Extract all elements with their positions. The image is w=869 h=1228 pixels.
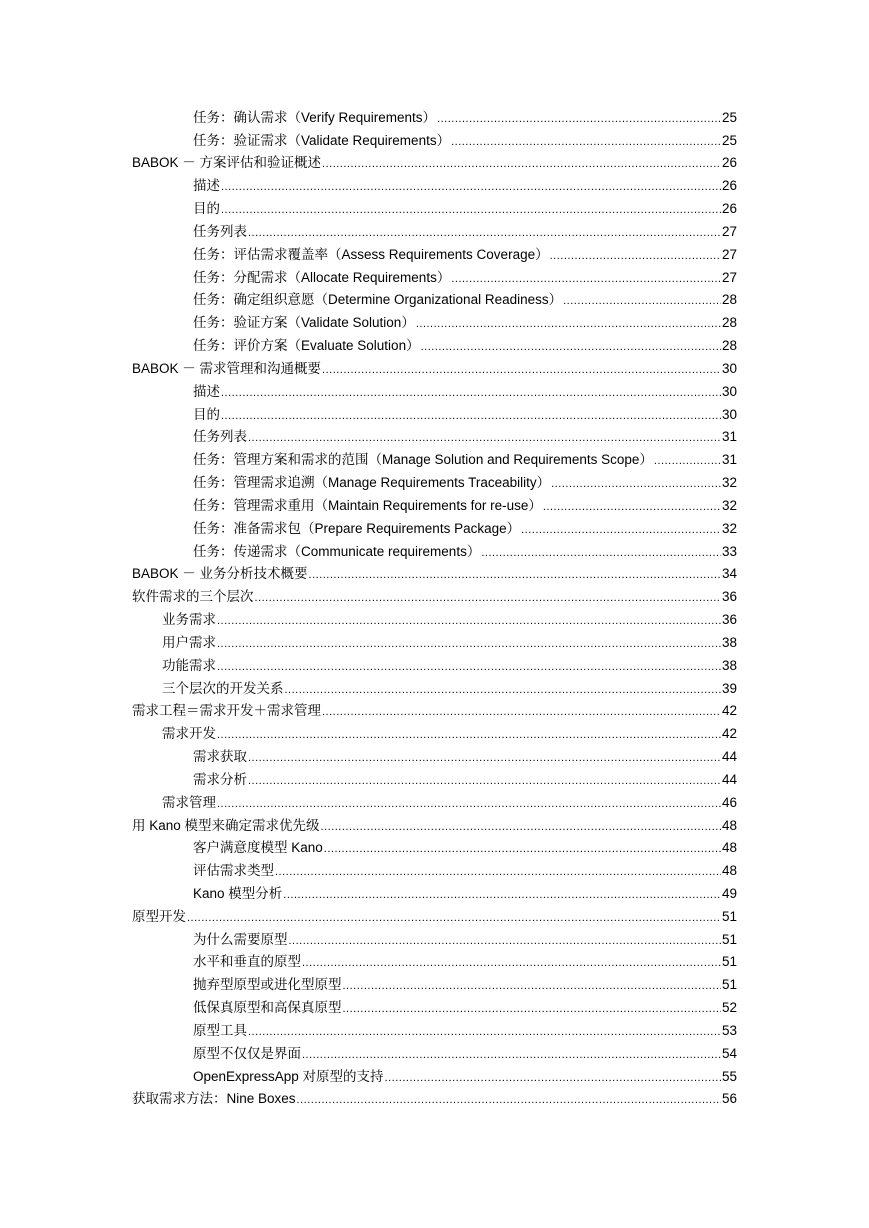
toc-entry[interactable] xyxy=(193,744,737,767)
toc-dot-leader xyxy=(654,455,721,468)
toc-entry-page-number: 51 xyxy=(721,977,737,993)
toc-entry-page-number: 42 xyxy=(721,703,737,719)
toc-entry-title: 任务列表 xyxy=(193,223,247,239)
toc-dot-leader xyxy=(309,569,721,582)
toc-dot-leader xyxy=(217,615,721,628)
toc-entry-title: 客户满意度模型 Kano xyxy=(193,840,323,856)
toc-entry[interactable] xyxy=(193,265,737,288)
toc-entry-page-number: 34 xyxy=(721,566,737,582)
toc-entry[interactable] xyxy=(193,173,737,196)
toc-dot-leader xyxy=(221,204,721,217)
toc-dot-leader xyxy=(248,1026,721,1039)
toc-entry-title: 原型不仅仅是界面 xyxy=(193,1045,301,1061)
toc-dot-leader xyxy=(416,318,721,331)
toc-entry[interactable] xyxy=(162,607,737,630)
toc-entry-page-number: 48 xyxy=(721,817,737,833)
toc-entry-title: 任务：准备需求包（Prepare Requirements Package） xyxy=(193,520,521,536)
toc-dot-leader xyxy=(550,250,721,263)
toc-entry[interactable] xyxy=(193,858,737,881)
toc-dot-leader xyxy=(481,547,721,560)
toc-dot-leader xyxy=(248,775,721,788)
toc-entry[interactable] xyxy=(193,402,737,425)
toc-entry[interactable] xyxy=(162,676,737,699)
toc-entry-page-number: 27 xyxy=(721,246,737,262)
toc-entry[interactable] xyxy=(193,128,737,151)
toc-entry-page-number: 36 xyxy=(721,612,737,628)
toc-dot-leader xyxy=(343,1003,721,1016)
toc-entry-title: 评估需求类型 xyxy=(193,863,274,879)
toc-entry-title: 为什么需要原型 xyxy=(193,931,288,947)
toc-entry-page-number: 32 xyxy=(721,520,737,536)
toc-entry-page-number: 53 xyxy=(721,1022,737,1038)
toc-entry-title: 需求分析 xyxy=(193,771,247,787)
toc-dot-leader xyxy=(221,410,721,423)
toc-entry[interactable] xyxy=(132,562,737,585)
toc-entry[interactable] xyxy=(193,242,737,265)
toc-dot-leader xyxy=(451,273,721,286)
toc-entry-page-number: 36 xyxy=(721,589,737,605)
toc-entry-title: 软件需求的三个层次 xyxy=(132,589,254,605)
toc-dot-leader xyxy=(217,638,721,651)
toc-entry-page-number: 25 xyxy=(721,109,737,125)
toc-entry-title: BABOK － 方案评估和验证概述 xyxy=(132,155,322,171)
toc-dot-leader xyxy=(221,387,721,400)
toc-entry-title: 业务需求 xyxy=(162,612,216,628)
toc-entry[interactable] xyxy=(162,653,737,676)
toc-dot-leader xyxy=(543,501,721,514)
toc-entry[interactable] xyxy=(193,105,737,128)
toc-entry[interactable] xyxy=(132,356,737,379)
toc-entry-title: 需求工程＝需求开发＋需求管理 xyxy=(132,703,321,719)
toc-entry-page-number: 48 xyxy=(721,840,737,856)
toc-entry[interactable] xyxy=(193,539,737,562)
toc-entry-title: 任务：评价方案（Evaluate Solution） xyxy=(193,338,420,354)
toc-entry[interactable] xyxy=(193,950,737,973)
toc-entry-page-number: 31 xyxy=(721,429,737,445)
toc-dot-leader xyxy=(321,821,721,834)
toc-entry-title: 任务：管理需求追溯（Manage Requirements Traceability） xyxy=(193,475,551,491)
toc-entry-title: BABOK － 需求管理和沟通概要 xyxy=(132,360,322,376)
toc-entry[interactable] xyxy=(132,584,737,607)
toc-entry[interactable] xyxy=(193,219,737,242)
toc-entry[interactable] xyxy=(162,630,737,653)
toc-entry-page-number: 27 xyxy=(721,223,737,239)
toc-entry[interactable] xyxy=(193,310,737,333)
toc-entry-title: 任务：确定组织意愿（Determine Organizational Readiness） xyxy=(193,292,563,308)
toc-dot-leader xyxy=(563,295,721,308)
toc-dot-leader xyxy=(187,912,721,925)
toc-entry-page-number: 26 xyxy=(721,178,737,194)
toc-entry-title: 描述 xyxy=(193,383,220,399)
toc-dot-leader xyxy=(297,1094,721,1107)
toc-entry-page-number: 44 xyxy=(721,749,737,765)
toc-entry-title: 获取需求方法：Nine Boxes xyxy=(132,1091,296,1107)
toc-entry-page-number: 30 xyxy=(721,383,737,399)
toc-entry-title: 任务：分配需求（Allocate Requirements） xyxy=(193,269,451,285)
toc-dot-leader xyxy=(385,1072,721,1085)
toc-entry-page-number: 51 xyxy=(721,931,737,947)
toc-entry[interactable] xyxy=(132,151,737,174)
toc-dot-leader xyxy=(343,980,721,993)
toc-dot-leader xyxy=(302,957,721,970)
toc-entry-title: BABOK － 业务分析技术概要 xyxy=(132,566,308,582)
toc-dot-leader xyxy=(255,592,721,605)
toc-entry-title: 目的 xyxy=(193,201,220,217)
toc-entry-page-number: 31 xyxy=(721,452,737,468)
toc-dot-leader xyxy=(289,935,721,948)
toc-dot-leader xyxy=(437,113,721,126)
toc-entry-page-number: 44 xyxy=(721,771,737,787)
toc-entry[interactable] xyxy=(193,767,737,790)
toc-entry-title: 需求获取 xyxy=(193,749,247,765)
toc-dot-leader xyxy=(285,684,721,697)
toc-entry-page-number: 51 xyxy=(721,954,737,970)
toc-entry-title: 需求开发 xyxy=(162,726,216,742)
toc-entry-title: OpenExpressApp 对原型的支持 xyxy=(193,1068,384,1084)
toc-entry-page-number: 30 xyxy=(721,406,737,422)
toc-entry-page-number: 25 xyxy=(721,132,737,148)
toc-entry-page-number: 33 xyxy=(721,543,737,559)
toc-entry[interactable] xyxy=(193,516,737,539)
toc-dot-leader xyxy=(283,889,721,902)
toc-entry[interactable] xyxy=(193,379,737,402)
toc-dot-leader xyxy=(217,729,721,742)
toc-entry-title: 目的 xyxy=(193,406,220,422)
toc-dot-leader xyxy=(248,227,721,240)
toc-entry[interactable] xyxy=(193,447,737,470)
toc-entry-page-number: 30 xyxy=(721,360,737,376)
toc-entry-page-number: 42 xyxy=(721,726,737,742)
toc-entry-page-number: 26 xyxy=(721,155,737,171)
toc-entry[interactable] xyxy=(193,425,737,448)
toc-entry-page-number: 49 xyxy=(721,885,737,901)
toc-dot-leader xyxy=(217,661,721,674)
toc-entry-page-number: 51 xyxy=(721,908,737,924)
toc-entry-page-number: 27 xyxy=(721,269,737,285)
toc-entry[interactable] xyxy=(193,1064,737,1087)
toc-entry-page-number: 46 xyxy=(721,794,737,810)
toc-entry[interactable] xyxy=(193,995,737,1018)
toc-entry-title: Kano 模型分析 xyxy=(193,885,283,901)
toc-dot-leader xyxy=(221,181,721,194)
toc-entry-page-number: 52 xyxy=(721,1000,737,1016)
toc-entry-page-number: 32 xyxy=(721,475,737,491)
toc-dot-leader xyxy=(248,432,721,445)
toc-entry[interactable] xyxy=(193,1041,737,1064)
toc-entry-title: 用户需求 xyxy=(162,634,216,650)
toc-entry[interactable] xyxy=(193,493,737,516)
toc-entry-page-number: 39 xyxy=(721,680,737,696)
toc-dot-leader xyxy=(521,524,721,537)
toc-dot-leader xyxy=(421,341,721,354)
toc-entry-title: 任务：确认需求（Verify Requirements） xyxy=(193,109,437,125)
toc-entry-page-number: 48 xyxy=(721,863,737,879)
toc-entry[interactable] xyxy=(132,699,737,722)
table-of-contents xyxy=(0,105,869,1109)
toc-entry-title: 功能需求 xyxy=(162,657,216,673)
toc-entry[interactable] xyxy=(162,790,737,813)
toc-dot-leader xyxy=(322,364,721,377)
toc-entry[interactable] xyxy=(193,1018,737,1041)
toc-entry[interactable] xyxy=(132,1087,737,1110)
toc-entry-page-number: 38 xyxy=(721,634,737,650)
toc-entry[interactable] xyxy=(162,721,737,744)
toc-dot-leader xyxy=(302,1049,721,1062)
toc-entry-title: 描述 xyxy=(193,178,220,194)
toc-entry-page-number: 28 xyxy=(721,292,737,308)
toc-dot-leader xyxy=(322,158,721,171)
toc-entry-page-number: 56 xyxy=(721,1091,737,1107)
toc-entry-page-number: 28 xyxy=(721,315,737,331)
toc-entry-title: 抛弃型原型或进化型原型 xyxy=(193,977,342,993)
toc-entry[interactable] xyxy=(193,972,737,995)
toc-entry-title: 任务列表 xyxy=(193,429,247,445)
toc-entry-title: 任务：验证方案（Validate Solution） xyxy=(193,315,415,331)
toc-entry-title: 任务：评估需求覆盖率（Assess Requirements Coverage） xyxy=(193,246,549,262)
toc-dot-leader xyxy=(217,798,721,811)
toc-entry[interactable] xyxy=(193,927,737,950)
toc-entry[interactable] xyxy=(193,196,737,219)
toc-entry-title: 任务：管理需求重用（Maintain Requirements for re-use） xyxy=(193,497,542,513)
toc-entry-page-number: 32 xyxy=(721,497,737,513)
toc-entry-title: 任务：验证需求（Validate Requirements） xyxy=(193,132,451,148)
toc-entry-page-number: 38 xyxy=(721,657,737,673)
toc-entry[interactable] xyxy=(193,333,737,356)
toc-entry[interactable] xyxy=(132,813,737,836)
toc-entry-title: 用 Kano 模型来确定需求优先级 xyxy=(132,817,320,833)
toc-dot-leader xyxy=(451,136,721,149)
toc-entry[interactable] xyxy=(132,904,737,927)
toc-entry-title: 任务：传递需求（Communicate requirements） xyxy=(193,543,481,559)
toc-entry-title: 原型开发 xyxy=(132,908,186,924)
toc-entry[interactable] xyxy=(193,836,737,859)
toc-entry-page-number: 54 xyxy=(721,1045,737,1061)
toc-dot-leader xyxy=(322,706,721,719)
toc-entry-title: 任务：管理方案和需求的范围（Manage Solution and Requirements Scope） xyxy=(193,452,653,468)
toc-dot-leader xyxy=(324,843,721,856)
toc-entry-page-number: 26 xyxy=(721,201,737,217)
toc-entry-title: 低保真原型和高保真原型 xyxy=(193,1000,342,1016)
toc-dot-leader xyxy=(551,478,721,491)
toc-entry-title: 三个层次的开发关系 xyxy=(162,680,284,696)
toc-dot-leader xyxy=(248,752,721,765)
toc-entry-page-number: 55 xyxy=(721,1068,737,1084)
toc-entry[interactable] xyxy=(193,881,737,904)
toc-dot-leader xyxy=(275,866,721,879)
toc-entry[interactable] xyxy=(193,470,737,493)
toc-entry-title: 原型工具 xyxy=(193,1022,247,1038)
toc-entry-title: 需求管理 xyxy=(162,794,216,810)
toc-entry-title: 水平和垂直的原型 xyxy=(193,954,301,970)
toc-entry[interactable] xyxy=(193,288,737,311)
toc-entry-page-number: 28 xyxy=(721,338,737,354)
